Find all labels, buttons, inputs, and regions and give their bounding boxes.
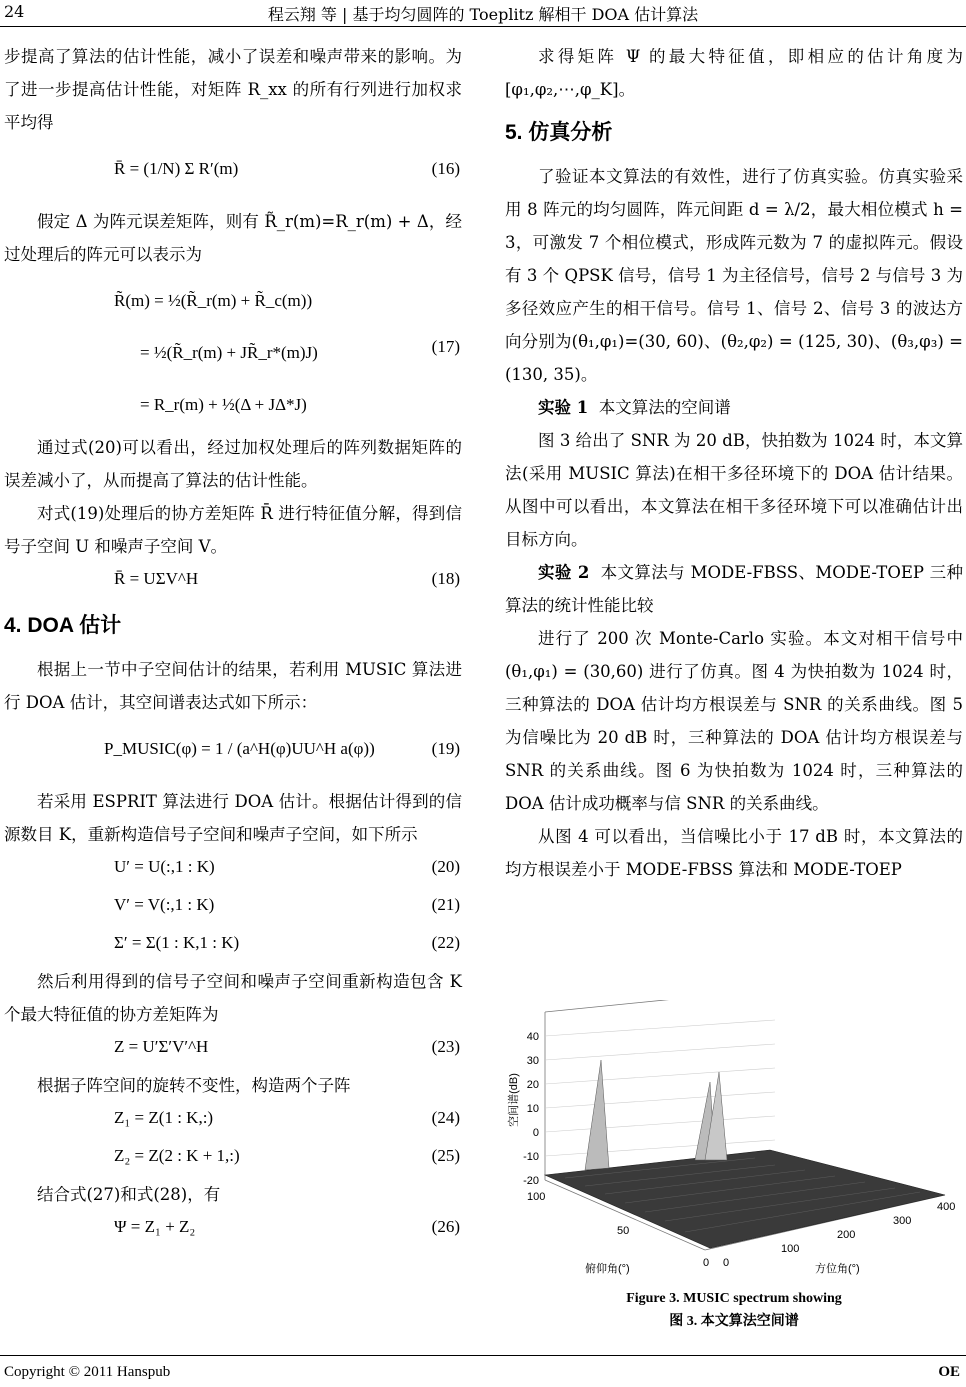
equation-number: (18): [431, 569, 460, 588]
experiment-title: 本文算法与 MODE-FBSS、MODE-TOEP 三种算法的统计性能比较: [505, 563, 963, 615]
equation-body: Z₁ = Z(1 : K,:): [114, 1108, 214, 1127]
azimuth-axis-label: 方位角(°): [815, 1263, 860, 1275]
azimuth-tick-label: 400: [937, 1201, 956, 1213]
experiment-title: 本文算法的空间谱: [598, 398, 731, 417]
z-tick-label: 0: [532, 1127, 539, 1139]
paragraph: 求得矩阵 Ψ 的最大特征值，即相应的估计角度为 [φ₁,φ₂,⋯,φ_K]。: [505, 47, 963, 99]
paragraph: 通过式(20)可以看出，经过加权处理后的阵列数据矩阵的误差减小了，从而提高了算法的估计性能。: [4, 438, 462, 490]
equation-body: Z = U′Σ′V′^H: [114, 1037, 209, 1056]
equation-number: (24): [431, 1108, 460, 1127]
figure-3-spectrum: [505, 1000, 963, 1290]
paragraph: 然后利用得到的信号子空间和噪声子空间重新构造包含 K 个最大特征值的协方差矩阵为: [4, 972, 462, 1024]
equation-18: [4, 563, 462, 601]
equation-20: [4, 851, 462, 889]
section-heading: 5. 仿真分析: [505, 121, 613, 144]
back-edge: [545, 1000, 765, 1012]
page-number: 24: [4, 2, 25, 21]
z-axis-label: 空间谱(dB): [508, 1073, 520, 1127]
equation-body: P_MUSIC(φ) = 1 / (a^H(φ)UU^H a(φ)): [104, 739, 375, 758]
equation-number: (20): [431, 857, 460, 876]
copyright: Copyright © 2011 Hanspub: [4, 1364, 171, 1380]
z-tick-label: 10: [526, 1103, 539, 1115]
equation-25: [4, 1140, 462, 1178]
equation-17: [4, 271, 462, 431]
equation-body: [114, 275, 318, 431]
azimuth-tick-label: 200: [837, 1229, 856, 1241]
elevation-tick-label: 50: [617, 1225, 630, 1237]
azimuth-tick-label: 0: [723, 1257, 730, 1269]
experiment-heading: [505, 556, 963, 622]
paragraph: 结合式(27)和式(28)，有: [37, 1185, 221, 1204]
equation-body: R̄ = UΣV^H: [114, 569, 199, 588]
paragraph: 图 3 给出了 SNR 为 20 dB，快拍数为 1024 时，本文算法(采用 MUSIC 算法)在相干多径环境下的 DOA 估计结果。从图中可以看出，本文算法在相干多径环境下可以准确估计出目标方向。: [505, 431, 963, 549]
experiment-label: 实验 1: [538, 398, 589, 417]
experiment-label: 实验 2: [538, 563, 590, 582]
paragraph: 假定 Δ 为阵元误差矩阵，则有 R̃_r(m)=R_r(m) + Δ，经过处理后的阵元可以表示为: [4, 212, 462, 264]
page-header: [0, 0, 966, 27]
equation-23: [4, 1031, 462, 1069]
equation-21: [4, 889, 462, 927]
elevation-axis-label: 俯仰角(°): [585, 1263, 630, 1275]
equation-22: [4, 927, 462, 965]
equation-line: = ½(R̃_r(m) + JR̃_r*(m)J): [140, 343, 318, 362]
elevation-tick-label: 100: [527, 1191, 546, 1203]
paragraph: 从图 4 可以看出，当信噪比小于 17 dB 时，本文算法的均方根误差小于 MODE-FBSS 算法和 MODE-TOEP: [505, 827, 963, 879]
paragraph: 步提高了算法的估计性能，减小了误差和噪声带来的影响。为了进一步提高估计性能，对矩阵 R_xx 的所有行列进行加权求平均得: [4, 47, 462, 132]
z-tick-label: -10: [523, 1151, 539, 1163]
paragraph: 根据上一节中子空间估计的结果，若利用 MUSIC 算法进行 DOA 估计，其空间谱表达式如下所示：: [4, 660, 462, 712]
equation-number: (17): [431, 337, 460, 356]
left-column: [4, 40, 462, 1249]
equation-body: Ψ = Z₁ + Z₂: [114, 1217, 196, 1236]
equation-16: [4, 139, 462, 205]
paragraph: 进行了 200 次 Monte-Carlo 实验。本文对相干信号中 (θ₁,φ₁) = (30,60) 进行了仿真。图 4 为快拍数为 1024 时，三种算法的 DOA 估计均方根误差与 SNR 的关系曲线。图 5 为信噪比为 20 dB 时，三种算法的 DOA 估计均方根误差与 SNR 的关系曲线。图 6 为快拍数为 1024 时，三种算法的 DOA 估计成功概率与信 SNR 的关系曲线。: [505, 629, 963, 813]
equation-body: V′ = V(:,1 : K): [114, 895, 215, 914]
figure-caption-en: Figure 3. MUSIC spectrum showing: [626, 1291, 842, 1306]
equation-19: [4, 719, 462, 785]
equation-number: (26): [431, 1217, 460, 1236]
z-tick-label: -20: [523, 1175, 539, 1187]
right-column: [505, 40, 963, 886]
equation-number: (22): [431, 933, 460, 952]
azimuth-tick-label: 300: [893, 1215, 912, 1227]
z-tick-label: 30: [526, 1055, 539, 1067]
equation-body: U′ = U(:,1 : K): [114, 857, 215, 876]
elevation-tick-label: 0: [703, 1257, 710, 1269]
equation-number: (16): [431, 159, 460, 178]
equation-number: (23): [431, 1037, 460, 1056]
equation-24: [4, 1102, 462, 1140]
equation-body: Z₂ = Z(2 : K + 1,:): [114, 1146, 240, 1165]
spectrum-surface: [545, 1060, 945, 1248]
journal-abbrev: OE: [938, 1364, 960, 1380]
paragraph: 对式(19)处理后的协方差矩阵 R̄ 进行特征值分解，得到信号子空间 U 和噪声子空间 V。: [4, 504, 462, 556]
equation-line: = R_r(m) + ½(Δ + JΔ*J): [140, 395, 307, 414]
z-tick-label: 20: [526, 1079, 539, 1091]
equation-line: R̃(m) = ½(R̃_r(m) + R̃_c(m)): [114, 291, 313, 310]
running-title: 程云翔 等 | 基于均匀圆阵的 Toeplitz 解相干 DOA 估计算法: [267, 5, 699, 24]
section-heading: 4. DOA 估计: [4, 614, 122, 637]
experiment-heading: [505, 391, 963, 424]
page-footer: [0, 1355, 966, 1387]
spectrum-peak: [585, 1060, 609, 1170]
equation-number: (25): [431, 1146, 460, 1165]
equation-number: (21): [431, 895, 460, 914]
equation-body: Σ′ = Σ(1 : K,1 : K): [114, 933, 240, 952]
paragraph: 若采用 ESPRIT 算法进行 DOA 估计。根据估计得到的信源数目 K，重新构造信号子空间和噪声子空间，如下所示: [4, 792, 462, 844]
paragraph: 了验证本文算法的有效性，进行了仿真实验。仿真实验采用 8 阵元的均匀圆阵，阵元间距 d = λ/2，最大相位模式 h = 3，可激发 7 个相位模式，形成阵元数为 7 的虚拟阵元。假设有 3 个 QPSK 信号，信号 1 为主径信号，信号 2 与信号 3 为多径效应产生的相干信号。信号 1、信号 2、信号 3 的波达方向分别为(θ₁,φ₁)=(30, 60)、(θ₂,φ₂) = (125, 30)、(θ₃,φ₃) = (130, 35)。: [505, 167, 963, 384]
equation-number: (19): [431, 739, 460, 758]
grid-lines: [545, 1020, 775, 1156]
figure-caption-cn: 图 3. 本文算法空间谱: [669, 1314, 799, 1329]
z-tick-label: 40: [526, 1031, 539, 1043]
equation-26: [4, 1211, 462, 1249]
equation-body: R̄ = (1/N) Σ R′(m): [114, 159, 239, 178]
azimuth-tick-label: 100: [781, 1243, 800, 1255]
paragraph: 根据子阵空间的旋转不变性，构造两个子阵: [37, 1076, 351, 1095]
